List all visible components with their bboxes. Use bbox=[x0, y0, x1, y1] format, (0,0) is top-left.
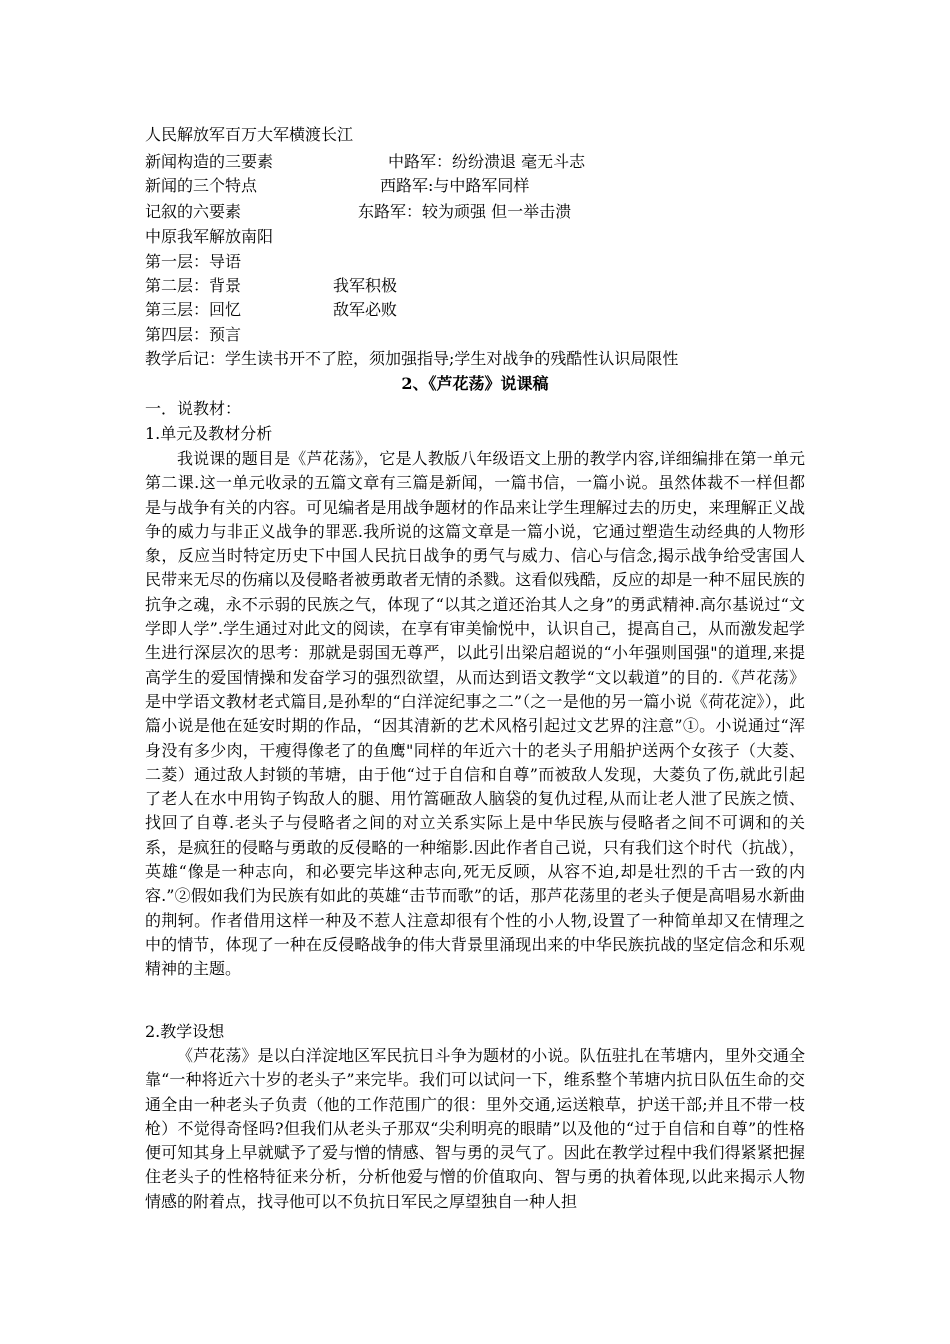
paragraph-teaching-plan: 《芦花荡》是以白洋淀地区军民抗日斗争为题材的小说。队伍驻扎在苇塘内，里外交通全靠“一种将近六十岁的老头子”来完毕。我们可以试问一下，维系整个苇塘内抗日队伍生命的交通全由一种老头子负责（他的工作范围广的很：里外交通,运送粮草，护送干部;并且不带一枝枪）不觉得奇怪吗?但我们从老头子那双“尖利明亮的眼睛”以及他的“过于自信和自尊”的性格便可知其身上早就赋予了爱与憎的情感、智与勇的灵气了。因此在教学过程中我们得紧紧把握住老头子的性格特征来分析，分析他爱与憎的价值取向、智与勇的执着体现,以此来揭示人物情感的附着点，找寻他可以不负抗日军民之厚望独自一种人担 bbox=[145, 1046, 805, 1211]
outline-item: 新闻构造的三要素 bbox=[145, 152, 274, 171]
outline-item: 记叙的六要素 bbox=[145, 202, 242, 221]
outline-layer: 第四层：预言 bbox=[145, 325, 242, 344]
outline-item: 中路军：纷纷溃退 毫无斗志 bbox=[388, 152, 586, 171]
section-heading: 一．说教材： bbox=[145, 399, 242, 418]
outline-layer: 第一层：导语 bbox=[145, 252, 242, 271]
outline-item: 东路军：较为顽强 但一举击溃 bbox=[358, 202, 572, 221]
subsection-heading: 1.单元及教材分析 bbox=[145, 424, 273, 443]
lesson-title: 2、《芦花荡》说课稿 bbox=[401, 374, 549, 393]
outline-layer: 第三层：回忆 bbox=[145, 300, 242, 319]
outline-item: 敌军必败 bbox=[333, 300, 398, 319]
outline-item: 我军积极 bbox=[333, 276, 398, 295]
outline-headline: 中原我军解放南阳 bbox=[145, 227, 274, 246]
outline-item: 西路军:与中路军同样 bbox=[380, 176, 530, 195]
subsection-heading: 2.教学设想 bbox=[145, 1022, 225, 1041]
teaching-postscript: 教学后记：学生读书开不了腔，须加强指导;学生对战争的残酷性认识局限性 bbox=[145, 349, 679, 368]
outline-headline: 人民解放军百万大军横渡长江 bbox=[145, 125, 354, 144]
outline-item: 新闻的三个特点 bbox=[145, 176, 258, 195]
paragraph-material-analysis: 我说课的题目是《芦花荡》，它是人教版八年级语文上册的教学内容,详细编排在第一单元第二课.这一单元收录的五篇文章有三篇是新闻，一篇书信，一篇小说。虽然体裁不一样但都是与战争有关的内容。可见编者是用战争题材的作品来让学生理解过去的历史，来理解正义战争的威力与非正义战争的罪恶.我所说的这篇文章是一篇小说，它通过塑造生动经典的人物形象，反应当时特定历史下中国人民抗日战争的勇气与威力、信心与信念,揭示战争给受害国人民带来无尽的伤痛以及侵略者被勇敢者无情的杀戮。这看似残酷，反应的却是一种不屈民族的抗争之魂，永不示弱的民族之气，体现了“以其之道还治其人之身”的勇武精神.高尔基说过“文学即人学”.学生通过对此文的阅读，在享有审美愉悦中，认识自己，提高自己，从而激发起学生进行深层次的思考：那就是弱国无尊严，以此引出梁启超说的“小年强则国强"的道理,来提高学生的爱国情操和发奋学习的强烈欲望，从而达到语文教学“文以载道”的目的.《芦花荡》是中学语文教材老式篇目,是孙犁的“白洋淀纪事之二”（之一是他的另一篇小说《荷花淀》），此篇小说是他在延安时期的作品，“因其清新的艺术风格引起过文艺界的注意”①。小说通过“浑身没有多少肉，干瘦得像老了的鱼鹰"同样的年近六十的老头子用船护送两个女孩子（大菱、二菱）通过敌人封锁的苇塘，由于他“过于自信和自尊”而被敌人发现，大菱负了伤,就此引起了老人在水中用钩子钩敌人的腿、用竹篙砸敌人脑袋的复仇过程,从而让老人泄了民族之愤、找回了自尊.老头子与侵略者之间的对立关系实际上是中华民族与侵略者之间不可调和的关系，是疯狂的侵略与勇敢的反侵略的一种缩影.因此作者自己说，只有我们这个时代（抗战），英雄“像是一种志向，和必要完毕这种志向,死无反顾，从容不迫,却是壮烈的千古一致的内容.”②假如我们为民族有如此的英雄“击节而歌”的话，那芦花荡里的老头子便是高唱易水新曲的荆轲。作者借用这样一种及不惹人注意却很有个性的小人物,设置了一种简单却又在情理之中的情节，体现了一种在反侵略战争的伟大背景里涌现出来的中华民族抗战的坚定信念和乐观精神的主题。 bbox=[145, 449, 805, 979]
outline-layer: 第二层：背景 bbox=[145, 276, 242, 295]
